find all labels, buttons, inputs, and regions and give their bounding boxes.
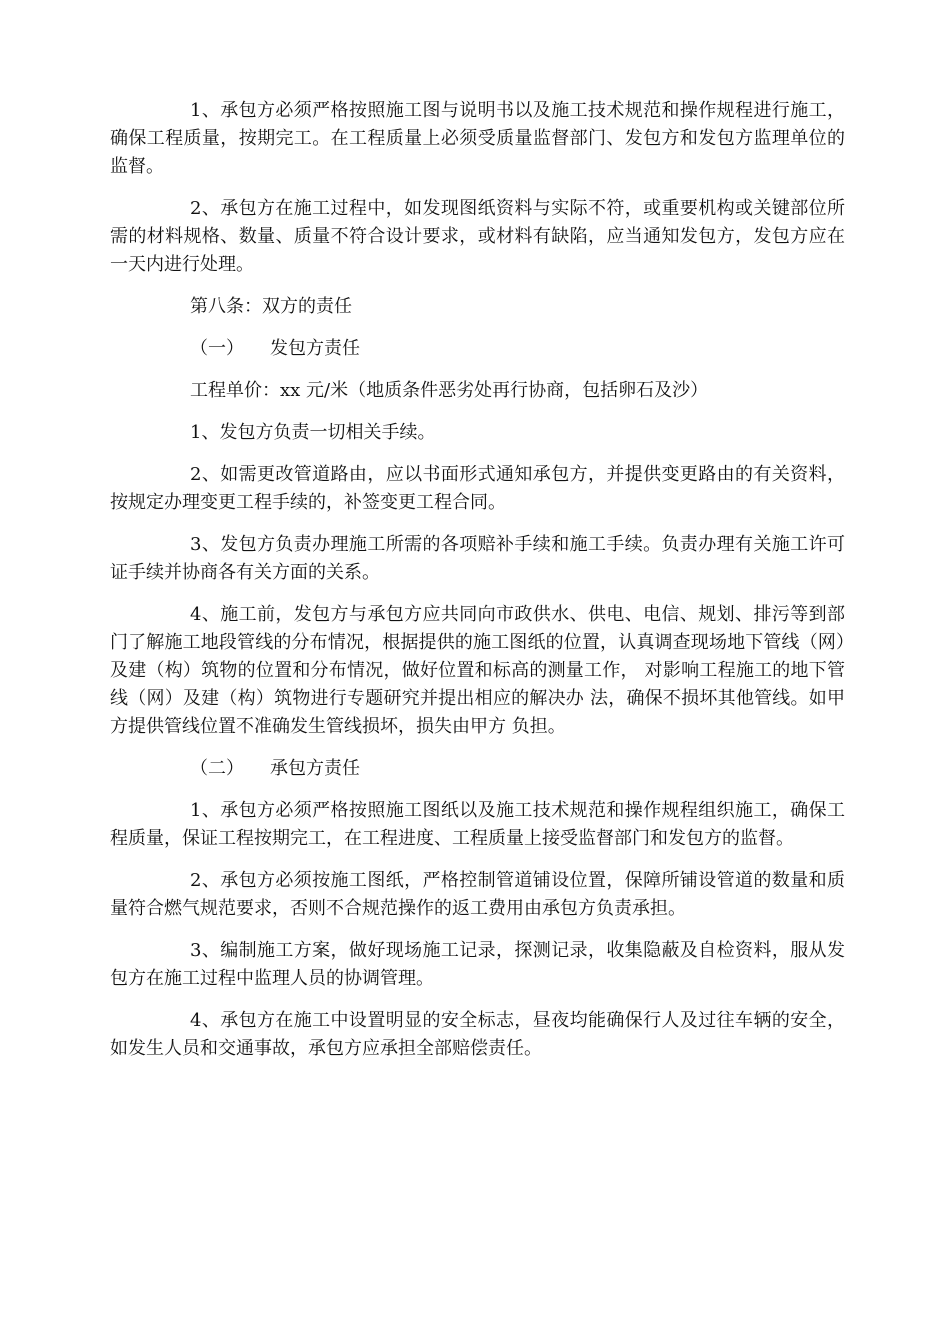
employer-item-2: 2、如需更改管道路由，应以书面形式通知承包方，并提供变更路由的有关资料，按规定办理变更工程手续的，补签变更工程合同。: [110, 464, 845, 513]
section-title: 承包方责任: [270, 758, 360, 779]
article-eight-heading: 第八条：双方的责任: [190, 296, 352, 317]
document-page: [110, 97, 845, 1077]
paragraph-drawing-discrepancy: 2、承包方在施工过程中，如发现图纸资料与实际不符，或重要机构或关键部位所需的材料规格、数量、质量不符合设计要求，或材料有缺陷，应当通知发包方，发包方应在一天内进行处理。: [110, 198, 845, 275]
paragraph-contractor-quality: 1、承包方必须严格按照施工图与说明书以及施工技术规范和操作规程进行施工，确保工程质量，按期完工。在工程质量上必须受质量监督部门、发包方和发包方监理单位的监督。: [110, 100, 845, 177]
section-number: （二）: [190, 758, 244, 779]
employer-item-3: 3、发包方负责办理施工所需的各项赔补手续和施工手续。负责办理有关施工许可证手续并协商各有关方面的关系。: [110, 534, 845, 583]
section-employer-responsibility: [110, 335, 845, 363]
contractor-item-1: 1、承包方必须严格按照施工图纸以及施工技术规范和操作规程组织施工，确保工程质量，保证工程按期完工，在工程进度、工程质量上接受监督部门和发包方的监督。: [110, 800, 845, 849]
contractor-item-4: 4、承包方在施工中设置明显的安全标志，昼夜均能确保行人及过往车辆的安全，如发生人员和交通事故，承包方应承担全部赔偿责任。: [110, 1010, 845, 1059]
unit-price-line: 工程单价：xx 元/米（地质条件恶劣处再行协商，包括卵石及沙）: [190, 380, 709, 401]
section-title: 发包方责任: [270, 338, 360, 359]
employer-item-1: 1、发包方负责一切相关手续。: [190, 422, 436, 443]
section-number: （一）: [190, 338, 244, 359]
contractor-item-3: 3、编制施工方案，做好现场施工记录，探测记录，收集隐蔽及自检资料，服从发包方在施工过程中监理人员的协调管理。: [110, 940, 845, 989]
employer-item-4: 4、施工前，发包方与承包方应共同向市政供水、供电、电信、规划、排污等到部门了解施工地段管线的分布情况，根据提供的施工图纸的位置，认真调查现场地下管线（网）及建（构）筑物的位置和分布情况，做好位置和标高的测量工作， 对影响工程施工的地下管线（网）及建（构）筑物进行专题研究并提出相应的解决办 法，确保不损坏其他管线。如甲方提供管线位置不准确发生管线损坏，损失由甲方 负担。: [110, 604, 845, 737]
contractor-item-2: 2、承包方必须按施工图纸，严格控制管道铺设位置，保障所铺设管道的数量和质量符合燃气规范要求，否则不合规范操作的返工费用由承包方负责承担。: [110, 870, 845, 919]
section-contractor-responsibility: [110, 755, 845, 783]
